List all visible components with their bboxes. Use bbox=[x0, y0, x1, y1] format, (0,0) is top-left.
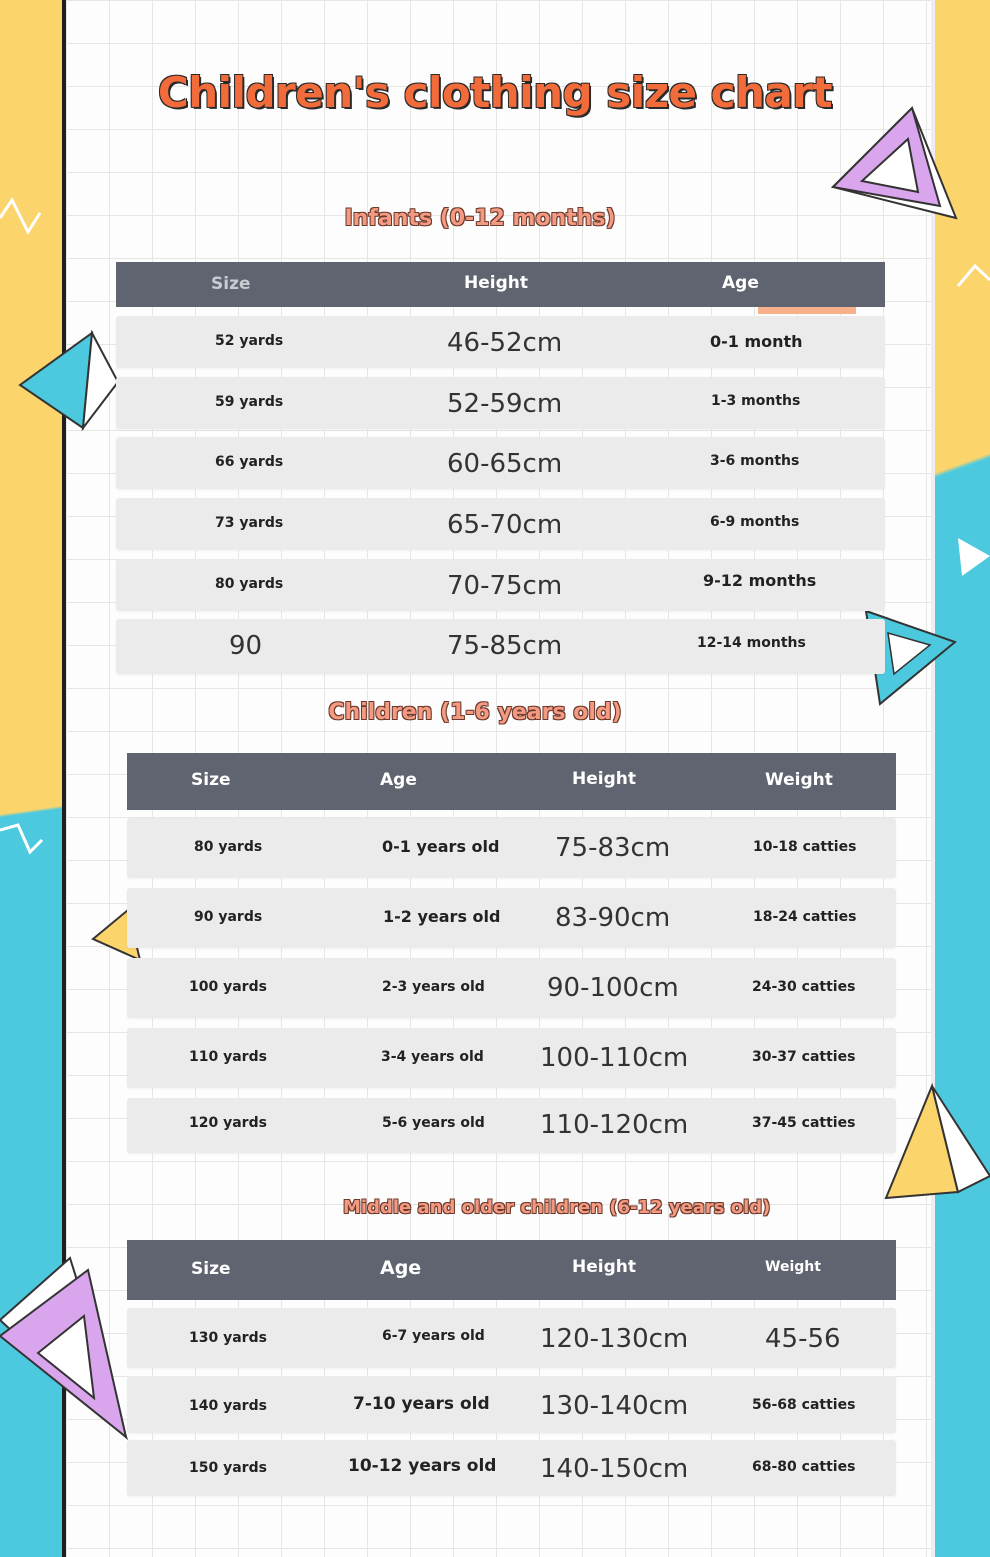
size-cell: 100 yards bbox=[189, 979, 267, 995]
table-row bbox=[127, 888, 896, 948]
table-row bbox=[116, 377, 885, 429]
age-cell: 3-4 years old bbox=[381, 1049, 484, 1065]
weight-cell: 30-37 catties bbox=[752, 1049, 856, 1065]
header-size: Size bbox=[211, 274, 251, 294]
table-row bbox=[116, 619, 885, 674]
height-cell: 75-85cm bbox=[447, 631, 563, 661]
height-cell: 70-75cm bbox=[447, 571, 563, 601]
age-cell: 10-12 years old bbox=[348, 1456, 497, 1476]
header-weight: Weight bbox=[765, 1259, 821, 1275]
header-weight: Weight bbox=[765, 770, 833, 790]
size-cell: 80 yards bbox=[194, 839, 263, 855]
age-cell: 9-12 months bbox=[703, 571, 817, 590]
age-cell: 5-6 years old bbox=[382, 1115, 485, 1131]
left-color-band bbox=[0, 0, 64, 1557]
size-cell: 90 bbox=[229, 631, 263, 661]
header-height: Height bbox=[464, 273, 528, 293]
table-row bbox=[116, 498, 885, 550]
age-cell: 3-6 months bbox=[710, 453, 800, 469]
height-cell: 90-100cm bbox=[547, 973, 679, 1003]
header-height: Height bbox=[572, 769, 636, 789]
height-cell: 46-52cm bbox=[447, 328, 563, 358]
size-cell: 110 yards bbox=[189, 1049, 267, 1065]
height-cell: 60-65cm bbox=[447, 449, 563, 479]
height-cell: 83-90cm bbox=[555, 903, 671, 933]
size-cell: 130 yards bbox=[189, 1330, 267, 1346]
table-row bbox=[127, 958, 896, 1018]
size-cell: 73 yards bbox=[215, 515, 284, 531]
weight-cell: 37-45 catties bbox=[752, 1115, 856, 1131]
table-row bbox=[127, 1440, 896, 1496]
age-cell: 12-14 months bbox=[697, 635, 806, 651]
children-table bbox=[127, 753, 896, 1153]
age-cell: 0-1 years old bbox=[382, 837, 500, 856]
children-table-header bbox=[127, 753, 896, 810]
right-border-line bbox=[931, 0, 935, 1557]
weight-cell: 68-80 catties bbox=[752, 1459, 856, 1475]
older-table bbox=[127, 1240, 896, 1496]
weight-cell: 45-56 bbox=[765, 1324, 841, 1354]
size-cell: 140 yards bbox=[189, 1398, 267, 1414]
right-color-band bbox=[935, 0, 990, 1557]
size-cell: 66 yards bbox=[215, 454, 284, 470]
size-cell: 150 yards bbox=[189, 1460, 267, 1476]
weight-cell: 56-68 catties bbox=[752, 1397, 856, 1413]
weight-cell: 10-18 catties bbox=[753, 839, 857, 855]
table-row bbox=[127, 818, 896, 878]
height-cell: 140-150cm bbox=[540, 1454, 689, 1484]
table-row bbox=[127, 1028, 896, 1088]
table-row bbox=[127, 1376, 896, 1433]
header-size: Size bbox=[191, 1259, 231, 1279]
older-section-title: Middle and older children (6-12 years old) bbox=[343, 1197, 771, 1218]
age-cell: 7-10 years old bbox=[353, 1394, 490, 1414]
size-cell: 59 yards bbox=[215, 394, 284, 410]
size-cell: 90 yards bbox=[194, 909, 263, 925]
age-cell: 1-2 years old bbox=[383, 907, 501, 926]
left-border-line bbox=[62, 0, 66, 1557]
infants-table bbox=[116, 262, 885, 674]
age-cell: 0-1 month bbox=[710, 332, 803, 351]
table-row bbox=[116, 437, 885, 489]
weight-cell: 18-24 catties bbox=[753, 909, 857, 925]
header-age: Age bbox=[722, 273, 759, 293]
header-age: Age bbox=[380, 770, 417, 790]
table-row bbox=[116, 559, 885, 611]
size-cell: 120 yards bbox=[189, 1115, 267, 1131]
height-cell: 110-120cm bbox=[540, 1110, 689, 1140]
age-cell: 1-3 months bbox=[711, 393, 801, 409]
weight-cell: 24-30 catties bbox=[752, 979, 856, 995]
table-row bbox=[127, 1308, 896, 1368]
height-cell: 120-130cm bbox=[540, 1324, 689, 1354]
height-cell: 75-83cm bbox=[555, 833, 671, 863]
table-row bbox=[116, 316, 885, 368]
age-cell: 2-3 years old bbox=[382, 979, 485, 995]
height-cell: 52-59cm bbox=[447, 389, 563, 419]
header-age: Age bbox=[380, 1257, 422, 1279]
older-table-header bbox=[127, 1240, 896, 1300]
age-cell: 6-9 months bbox=[710, 514, 800, 530]
header-size: Size bbox=[191, 770, 231, 790]
age-cell: 6-7 years old bbox=[382, 1328, 485, 1344]
table-row bbox=[127, 1098, 896, 1153]
page-title: Children's clothing size chart bbox=[157, 68, 833, 117]
size-cell: 80 yards bbox=[215, 576, 284, 592]
height-cell: 100-110cm bbox=[540, 1043, 689, 1073]
children-section-title: Children (1-6 years old) bbox=[328, 700, 622, 725]
height-cell: 65-70cm bbox=[447, 510, 563, 540]
size-cell: 52 yards bbox=[215, 333, 284, 349]
infants-table-header bbox=[116, 262, 885, 307]
height-cell: 130-140cm bbox=[540, 1391, 689, 1421]
header-height: Height bbox=[572, 1257, 636, 1277]
infants-section-title: Infants (0-12 months) bbox=[344, 206, 616, 231]
